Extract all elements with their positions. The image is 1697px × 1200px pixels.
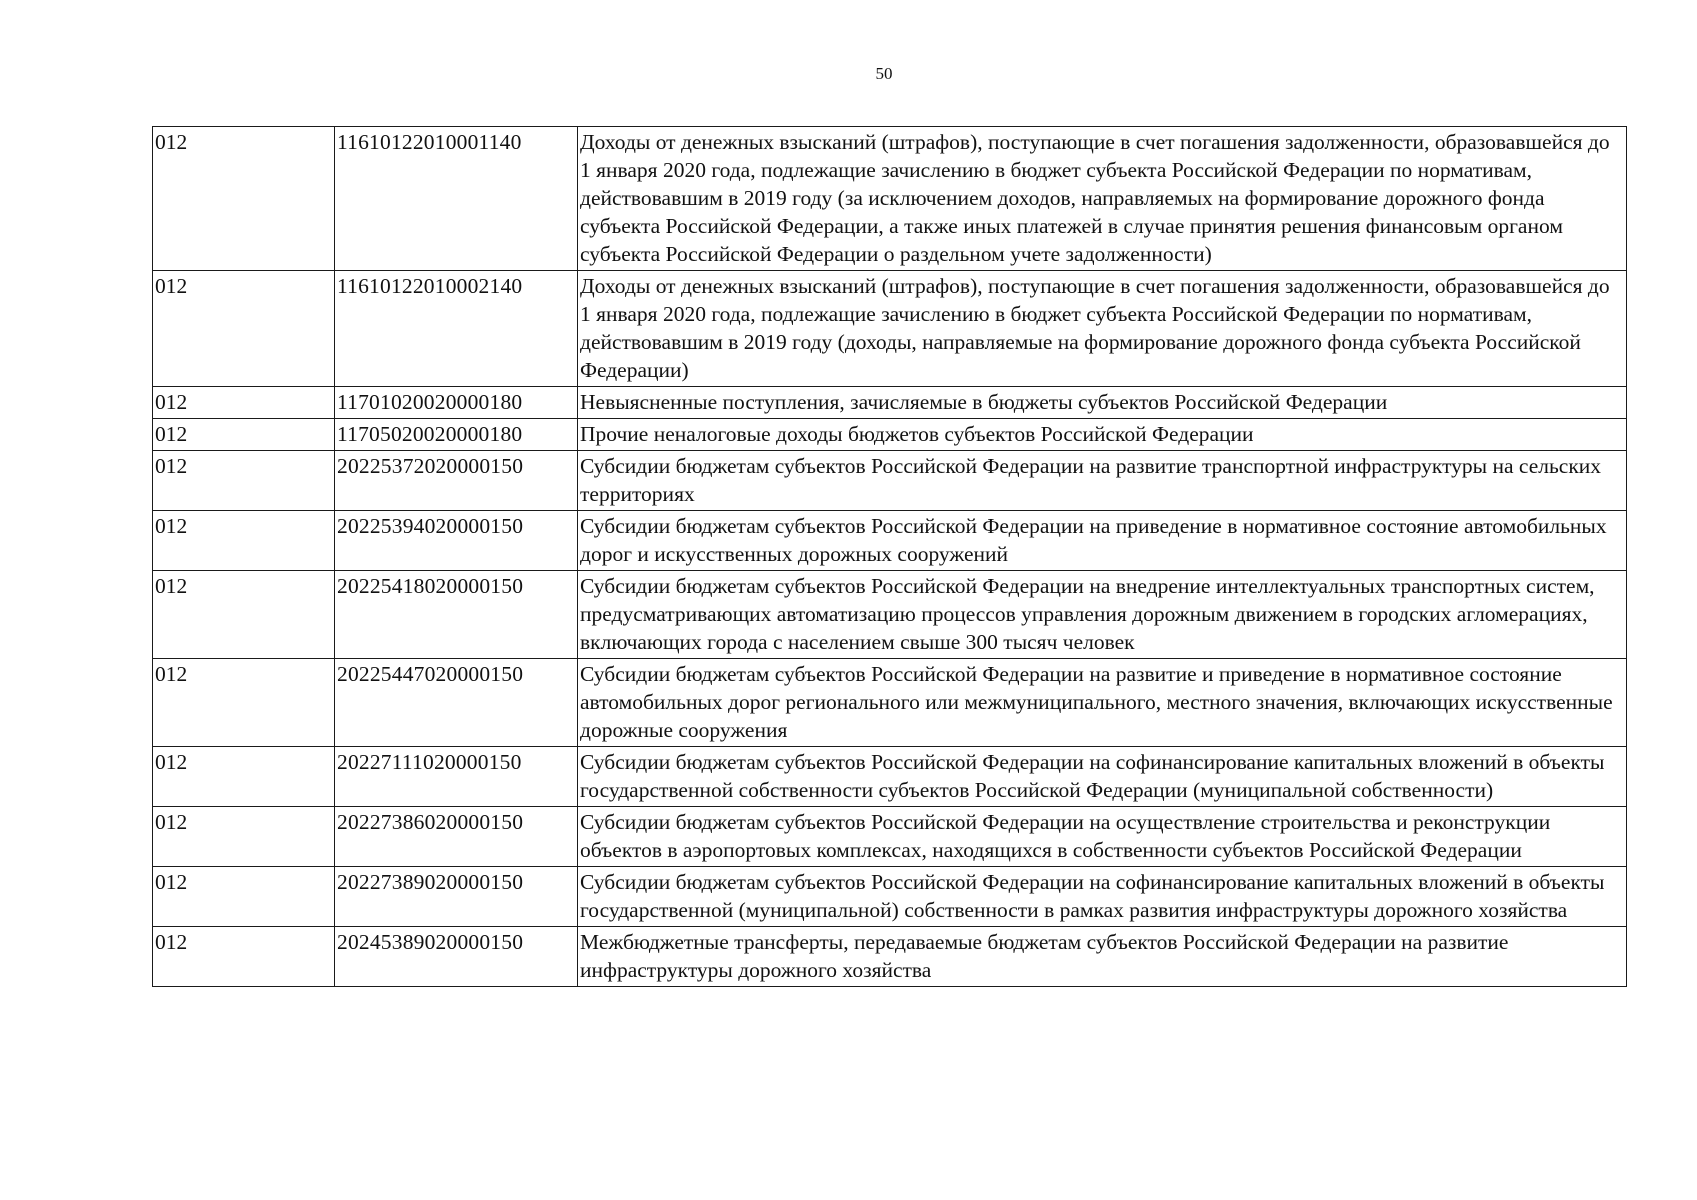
table-row — [153, 747, 1627, 807]
income-name-cell: Межбюджетные трансферты, передаваемые бюджетам субъектов Российской Федерации на развитие инфраструктуры дорожного хозяйства — [578, 927, 1627, 987]
admin-code-cell: 012 — [153, 511, 335, 571]
budget-code-cell: 11701020020000180 — [335, 387, 578, 419]
admin-code-cell: 012 — [153, 419, 335, 451]
admin-code-cell: 012 — [153, 807, 335, 867]
income-name-cell: Субсидии бюджетам субъектов Российской Федерации на софинансирование капитальных вложений в объекты государственной (муниципальной) собственности в рамках развития инфраструктуры дорожного хозяйства — [578, 867, 1627, 927]
table-row — [153, 451, 1627, 511]
table-row — [153, 927, 1627, 987]
table-row — [153, 387, 1627, 419]
admin-code-cell: 012 — [153, 867, 335, 927]
table-row — [153, 867, 1627, 927]
budget-code-cell: 20225372020000150 — [335, 451, 578, 511]
table-row — [153, 419, 1627, 451]
budget-code-cell: 20227111020000150 — [335, 747, 578, 807]
table-row — [153, 511, 1627, 571]
budget-code-cell: 11610122010002140 — [335, 271, 578, 387]
admin-code-cell: 012 — [153, 127, 335, 271]
admin-code-cell: 012 — [153, 747, 335, 807]
page-number: 50 — [875, 64, 893, 83]
budget-code-cell: 20245389020000150 — [335, 927, 578, 987]
table-row — [153, 127, 1627, 271]
table-row — [153, 571, 1627, 659]
budget-code-cell: 20227386020000150 — [335, 807, 578, 867]
income-name-cell: Субсидии бюджетам субъектов Российской Федерации на развитие и приведение в нормативное состояние автомобильных дорог регионального или межмуниципального, местного значения, включающих искусственные дорожные сооружения — [578, 659, 1627, 747]
admin-code-cell: 012 — [153, 271, 335, 387]
budget-code-cell: 20225418020000150 — [335, 571, 578, 659]
budget-codes-table — [152, 126, 1627, 987]
income-name-cell: Субсидии бюджетам субъектов Российской Федерации на внедрение интеллектуальных транспортных систем, предусматривающих автоматизацию процессов управления дорожным движением в городских агломерациях, включающих города с населением свыше 300 тысяч человек — [578, 571, 1627, 659]
income-name-cell: Доходы от денежных взысканий (штрафов), поступающие в счет погашения задолженности, образовавшейся до 1 января 2020 года, подлежащие зачислению в бюджет субъекта Российской Федерации по нормативам, действовавшим в 2019 году (за исключением доходов, направляемых на формирование дорожного фонда субъекта Российской Федерации, а также иных платежей в случае принятия решения финансовым органом субъекта Российской Федерации о раздельном учете задолженности) — [578, 127, 1627, 271]
table-row — [153, 659, 1627, 747]
budget-code-cell: 11610122010001140 — [335, 127, 578, 271]
admin-code-cell: 012 — [153, 927, 335, 987]
table-body — [153, 127, 1627, 987]
table-row — [153, 807, 1627, 867]
budget-code-cell: 20225447020000150 — [335, 659, 578, 747]
budget-code-cell: 20225394020000150 — [335, 511, 578, 571]
admin-code-cell: 012 — [153, 571, 335, 659]
budget-code-cell: 20227389020000150 — [335, 867, 578, 927]
income-name-cell: Субсидии бюджетам субъектов Российской Федерации на приведение в нормативное состояние автомобильных дорог и искусственных дорожных сооружений — [578, 511, 1627, 571]
income-name-cell: Доходы от денежных взысканий (штрафов), поступающие в счет погашения задолженности, образовавшейся до 1 января 2020 года, подлежащие зачислению в бюджет субъекта Российской Федерации по нормативам, действовавшим в 2019 году (доходы, направляемые на формирование дорожного фонда субъекта Российской Федерации) — [578, 271, 1627, 387]
income-name-cell: Субсидии бюджетам субъектов Российской Федерации на развитие транспортной инфраструктуры на сельских территориях — [578, 451, 1627, 511]
income-name-cell: Невыясненные поступления, зачисляемые в бюджеты субъектов Российской Федерации — [578, 387, 1627, 419]
income-name-cell: Субсидии бюджетам субъектов Российской Федерации на осуществление строительства и реконструкции объектов в аэропортовых комплексах, находящихся в собственности субъектов Российской Федерации — [578, 807, 1627, 867]
income-name-cell: Прочие неналоговые доходы бюджетов субъектов Российской Федерации — [578, 419, 1627, 451]
table-row — [153, 271, 1627, 387]
income-name-cell: Субсидии бюджетам субъектов Российской Федерации на софинансирование капитальных вложений в объекты государственной собственности субъектов Российской Федерации (муниципальной собственности) — [578, 747, 1627, 807]
admin-code-cell: 012 — [153, 387, 335, 419]
admin-code-cell: 012 — [153, 659, 335, 747]
admin-code-cell: 012 — [153, 451, 335, 511]
budget-code-cell: 11705020020000180 — [335, 419, 578, 451]
